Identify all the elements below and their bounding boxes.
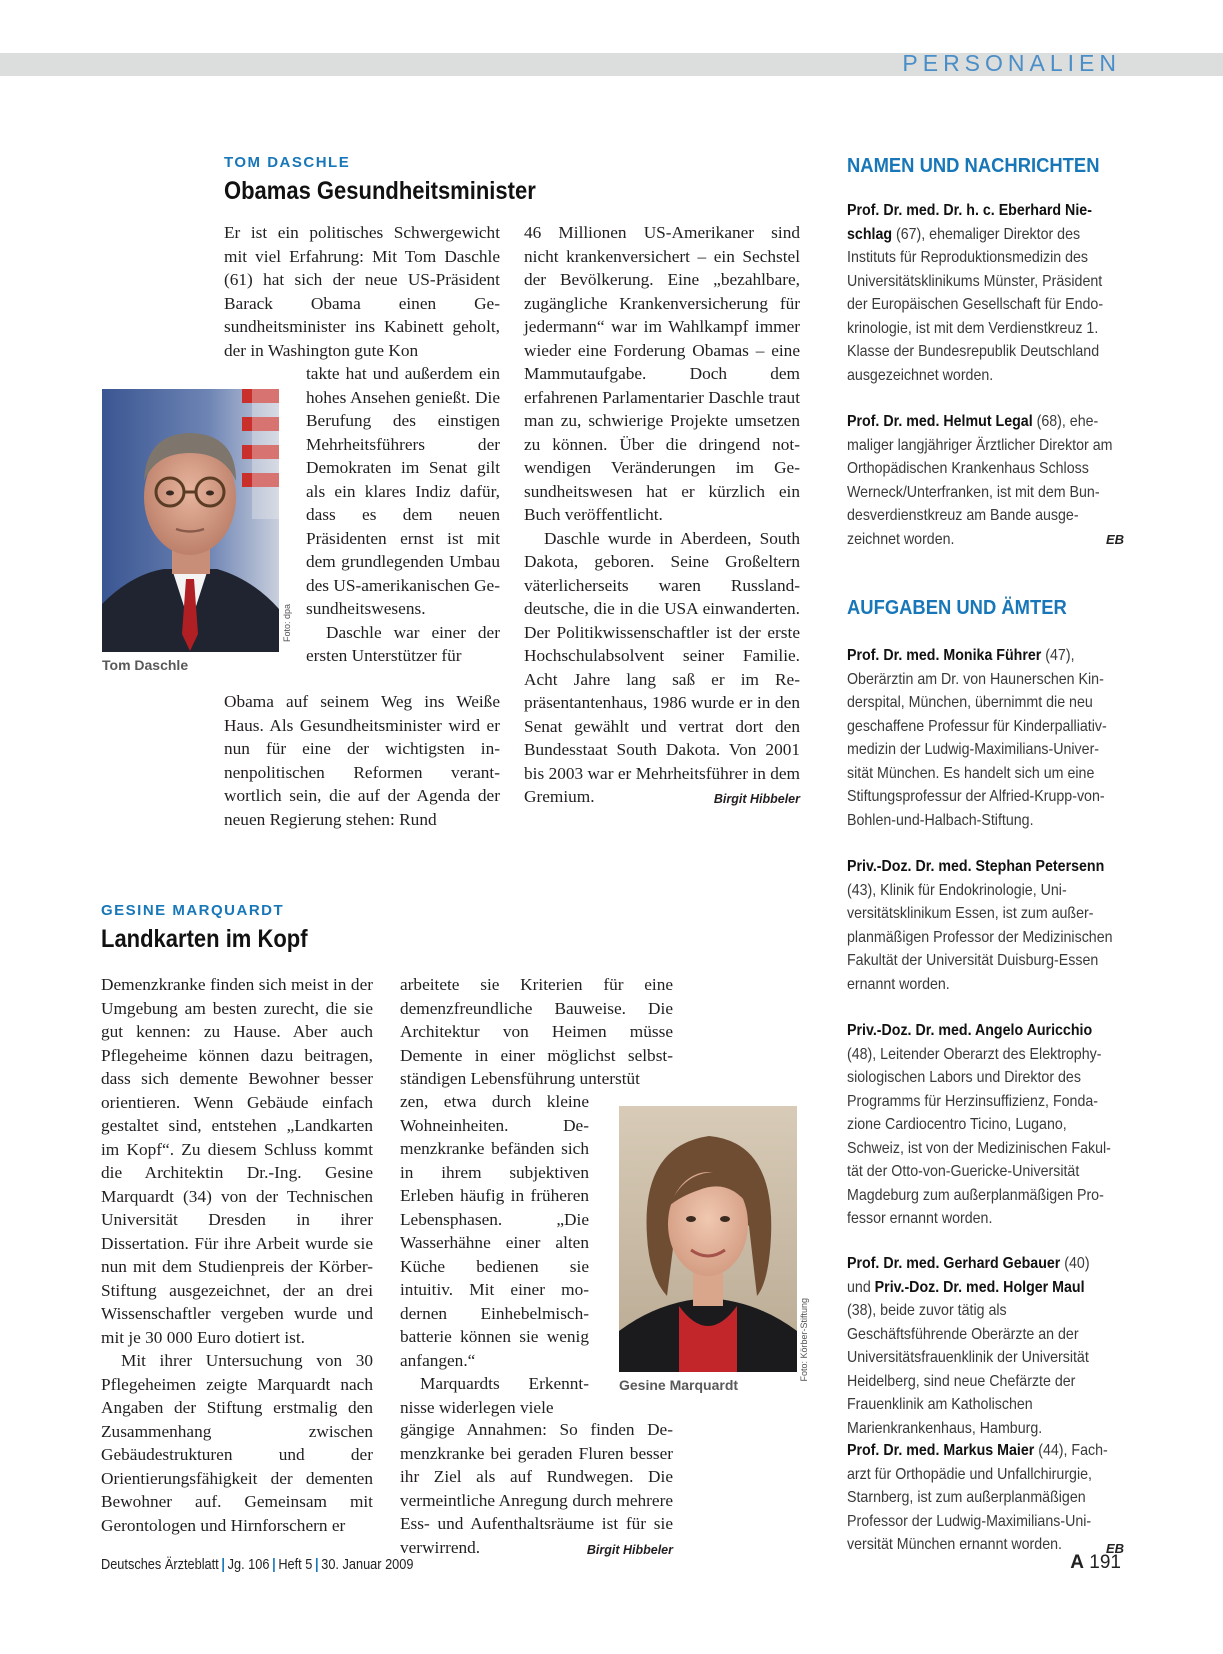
article1-col1-wrap-paragraph: takte hat und außerdem ein hohes Ansehen genießt. Die Berufung des einstigen Mehrheitsführers der Demokraten im Senat gilt als ein klares Indiz dafür, dass es dem neuen Präsidenten ernst ist mit dem grundlegenden Umbau des US-amerikanischen Gesundheitswesens. <box>306 364 500 618</box>
footer-volume: Jg. 106 <box>227 1557 270 1573</box>
sidebar-entry-text: (48), Leitender Oberarzt des Elektrophysiologischen Labors und Direktor des Programms für Herzinsuffizienz, Fondazione Cardiocentro Ticino, Lugano, Schweiz, ist von der Medizinischen Fakultät der Otto-von-Guericke-Universität Magdeburg zum außerplanmäßigen Professor ernannt worden. <box>847 1045 1111 1227</box>
sidebar-entry-name: Prof. Dr. med. Monika Führer <box>847 647 1042 664</box>
tom-daschle-photo-credit: Foto: dpa <box>282 604 292 643</box>
article2-col2-bottom-paragraph: gängige Annahmen: So finden Demenzkranke bei geraden Fluren besser ihr Ziel als auf Rundwegen. Die vermeintliche Anregung durch mehrere Ess- und Aufenthaltsräume ist für sie verwirrend. <box>400 1420 673 1557</box>
footer-separator: | <box>221 1557 225 1573</box>
article1-headline: Obamas Gesundheitsminister <box>224 177 536 205</box>
footer-journal: Deutsches Ärzteblatt <box>101 1557 219 1573</box>
sidebar-entry-name: Prof. Dr. med. Dr. h. c. Eberhard Nieschlag <box>847 202 1092 243</box>
sidebar-entry-auricchio <box>847 1019 1117 1231</box>
sidebar-entry-name: Priv.-Doz. Dr. med. Stephan Petersenn <box>847 858 1105 875</box>
sidebar-entry-text: (44), Facharzt für Orthopädie und Unfallchirurgie, Starnberg, ist zum außerplanmäßigen Professor der Ludwig-Maximilians-Universität München ernannt worden. <box>847 1442 1108 1553</box>
article1-col1-top <box>224 221 500 362</box>
article2-col1-paragraph1: Demenzkranke finden sich meist in der Umgebung am besten zurecht, die sie gut kennen: zu Hause. Aber auch Pflegeheime können dazu beitragen, dass sich demente Bewohner besser orientieren. Wenn Gebäude einfach gestaltet sind, entstehen „Landkarten im Kopf“. Zu diesem Schluss kommt die Architektin Dr.-Ing. Gesine Marquardt (34) von der Technischen Universität Dresden in ihrer Dissertation. Für ihre Arbeit wurde sie nun mit dem Studienpreis der Körber-Stiftung ausgezeichnet, der an drei Wissenschaftler vergeben wurde und mit je 30 000 Euro dotiert ist. <box>101 975 373 1347</box>
tom-daschle-photo <box>102 389 279 652</box>
sidebar-entry-legal <box>847 410 1117 551</box>
footer-citation <box>101 1557 413 1573</box>
article2-col2-top <box>400 973 673 1091</box>
sidebar-entry-text: (43), Klinik für Endokrinologie, Universitätsklinikum Essen, ist zum außerplanmäßigen Professor der Medizinischen Fakultät der Universität Duisburg-Essen ernannt worden. <box>847 881 1113 993</box>
article2-col2-wrap-paragraph2: Marquardts Erkenntnisse widerlegen viele <box>400 1374 589 1417</box>
article2-col2-wrap-paragraph: zen, etwa durch kleine Wohneinheiten. Demenzkranke befänden sich in ihrem subjektiven Erleben häufig in früheren Lebensphasen. „Die Wasserhähne einer alten Küche bedienen sie intuitiv. Mit einer modernen Einhebelmischbatterie können sie wenig anfangen.“ <box>400 1092 589 1370</box>
gesine-marquardt-photo <box>619 1106 797 1372</box>
page-prefix: A <box>1070 1552 1085 1573</box>
sidebar-entry-name: Priv.-Doz. Dr. med. Angelo Auricchio <box>847 1022 1093 1039</box>
gesine-marquardt-caption: Gesine Marquardt <box>619 1377 739 1393</box>
sidebar-entry-petersenn <box>847 855 1117 996</box>
sidebar-title-namen-und-nachrichten: NAMEN UND NACHRICHTEN <box>847 155 1100 177</box>
sidebar-entry-text: (40) und <box>847 1255 1090 1296</box>
page-number <box>1070 1552 1121 1574</box>
article2-col1 <box>101 973 373 1537</box>
page-number-value: 191 <box>1089 1552 1121 1573</box>
article1-col2 <box>524 221 800 812</box>
article1-col1-paragraph: Er ist ein politisches Schwergewicht mit viel Erfahrung: Mit Tom Daschle (61) hat sich der neue US-Präsident Barack Obama einen Gesundheitsminister ins Kabinett geholt, der in Washington gute Kon <box>224 223 500 360</box>
footer-separator: | <box>272 1557 276 1573</box>
sidebar-entry-text: (67), ehemaliger Direktor des Instituts für Reproduktionsmedizin des Universitätsklinikums Münster, Präsident der Europäischen Gesellschaft für Endokrinologie, ist mit dem Verdienstkreuz 1. Klasse der Bundesrepublik Deutschland ausgezeichnet worden. <box>847 225 1104 384</box>
sidebar-title-aufgaben-und-aemter: AUFGABEN UND ÄMTER <box>847 597 1067 619</box>
sidebar-entry-name: Prof. Dr. med. Helmut Legal <box>847 413 1033 430</box>
article2-byline: Birgit Hibbeler <box>586 1542 673 1557</box>
sidebar-entry-fuehrer <box>847 644 1117 832</box>
sidebar-entry-text: (38), beide zuvor tätig als Geschäftsführende Oberärzte an der Universitätsfrauenklinik der Universität Heidelberg, sind neue Chefärzte der Frauenklinik am Katholischen Marienkrankenhaus, Hamburg. <box>847 1302 1089 1437</box>
section-label: PERSONALIEN <box>902 50 1121 76</box>
sidebar-entry-name: Priv.-Doz. Dr. med. Holger Maul <box>874 1278 1085 1296</box>
tom-daschle-caption: Tom Daschle <box>102 657 189 673</box>
sidebar-eb-signature-1: EB <box>1106 532 1125 547</box>
article2-kicker: GESINE MARQUARDT <box>101 902 285 919</box>
article1-col1-wrap <box>306 362 500 668</box>
sidebar-entry-text: (68), ehemaliger langjähriger Ärztlicher Direktor am Orthopädischen Krankenhaus Schloss Werneck/Unterfranken, ist mit dem Bundesverdienstkreuz am Bande ausgezeichnet worden. <box>847 413 1113 548</box>
footer-date: 30. Januar 2009 <box>321 1557 414 1573</box>
article1-col2-paragraph2-text: Daschle wurde in Aberdeen, South Dakota, geboren. Seine Großeltern väterlicherseits waren Russlanddeutsche, die in die USA einwanderten. Der Politikwissenschaftler ist der erste Hochschulabsolvent seiner Familie. Acht Jahre lang saß er im Repräsentantenhaus, 1986 wurde er in den Senat gewählt und vertrat dort den Bundesstaat South Dakota. Von 2001 bis 2003 war er Mehrheitsführer in dem Gremium. <box>524 528 800 806</box>
sidebar-eb-signature-2: EB <box>1106 1541 1125 1556</box>
sidebar-entry-gebauer-maul <box>847 1252 1117 1440</box>
article1-kicker: TOM DASCHLE <box>224 154 351 171</box>
sidebar-entry-nieschlag <box>847 199 1117 387</box>
footer-separator: | <box>315 1557 319 1573</box>
article1-col1-wrap-paragraph2: Daschle war einer der ersten Unterstützer für <box>306 622 500 665</box>
article1-col2-paragraph1: 46 Millionen US-Amerikaner sind nicht krankenversichert – ein Sechstel der Bevölkerung. Eine „bezahlbare, zugängliche Krankenversicherung für jedermann“ war im Wahlkampf immer wieder eine Forderung Obamas – eine Mammutaufgabe. Doch dem erfahrenen Parlamentarier Daschle traut man zu, schwierige Projekte umsetzen zu können. Über die dringend notwendigen Veränderungen im Gesundheitswesen hat er kürzlich ein Buch veröffentlicht. <box>524 223 800 524</box>
sidebar-entry-text: (47), Oberärztin am Dr. von Haunerschen Kinderspital, München, übernimmt die neu geschaffene Professur für Kinderpalliativmedizin der Ludwig-Maximilians-Universität München. Es handelt sich um eine Stiftungsprofessur der Alfried-Krupp-von-Bohlen-und-Halbach-Stiftung. <box>847 647 1107 829</box>
footer-issue: Heft 5 <box>278 1557 313 1573</box>
sidebar-entry-maier <box>847 1439 1117 1557</box>
article1-byline: Birgit Hibbeler <box>713 792 800 806</box>
article1-col2-paragraph2 <box>524 527 800 809</box>
sidebar-entry-name: Prof. Dr. med. Markus Maier <box>847 1442 1035 1459</box>
gesine-marquardt-photo-credit: Foto: Körber-Stiftung <box>799 1298 809 1382</box>
article2-col2-top-paragraph: arbeitete sie Kriterien für eine demenzfreundliche Bauweise. Die Architektur von Heimen müsse Demente in einer möglichst selbstständigen Lebensführung unterstüt <box>400 975 673 1088</box>
article1-col1-bottom <box>224 690 500 831</box>
article2-col2-wrap <box>400 1090 589 1419</box>
sidebar-entry-name: Prof. Dr. med. Gerhard Gebauer <box>847 1255 1061 1272</box>
article2-col1-paragraph2: Mit ihrer Untersuchung von 30 Pflegeheimen zeigte Marquardt nach Angaben der Stiftung erstmalig den Zusammenhang zwischen Gebäudestrukturen und der Orientierungsfähigkeit der dementen Bewohner auf. Gemeinsam mit Gerontologen und Hirnforschern er <box>101 1351 373 1535</box>
article2-headline: Landkarten im Kopf <box>101 925 308 953</box>
article1-col1-bottom-paragraph: Obama auf seinem Weg ins Weiße Haus. Als Gesundheitsminister wird er nun für eine der wichtigsten innenpolitischen Reformen verantwortlich sein, die auf der Agenda der neuen Regierung stehen: Rund <box>224 692 500 829</box>
article2-col2-bottom <box>400 1418 673 1562</box>
